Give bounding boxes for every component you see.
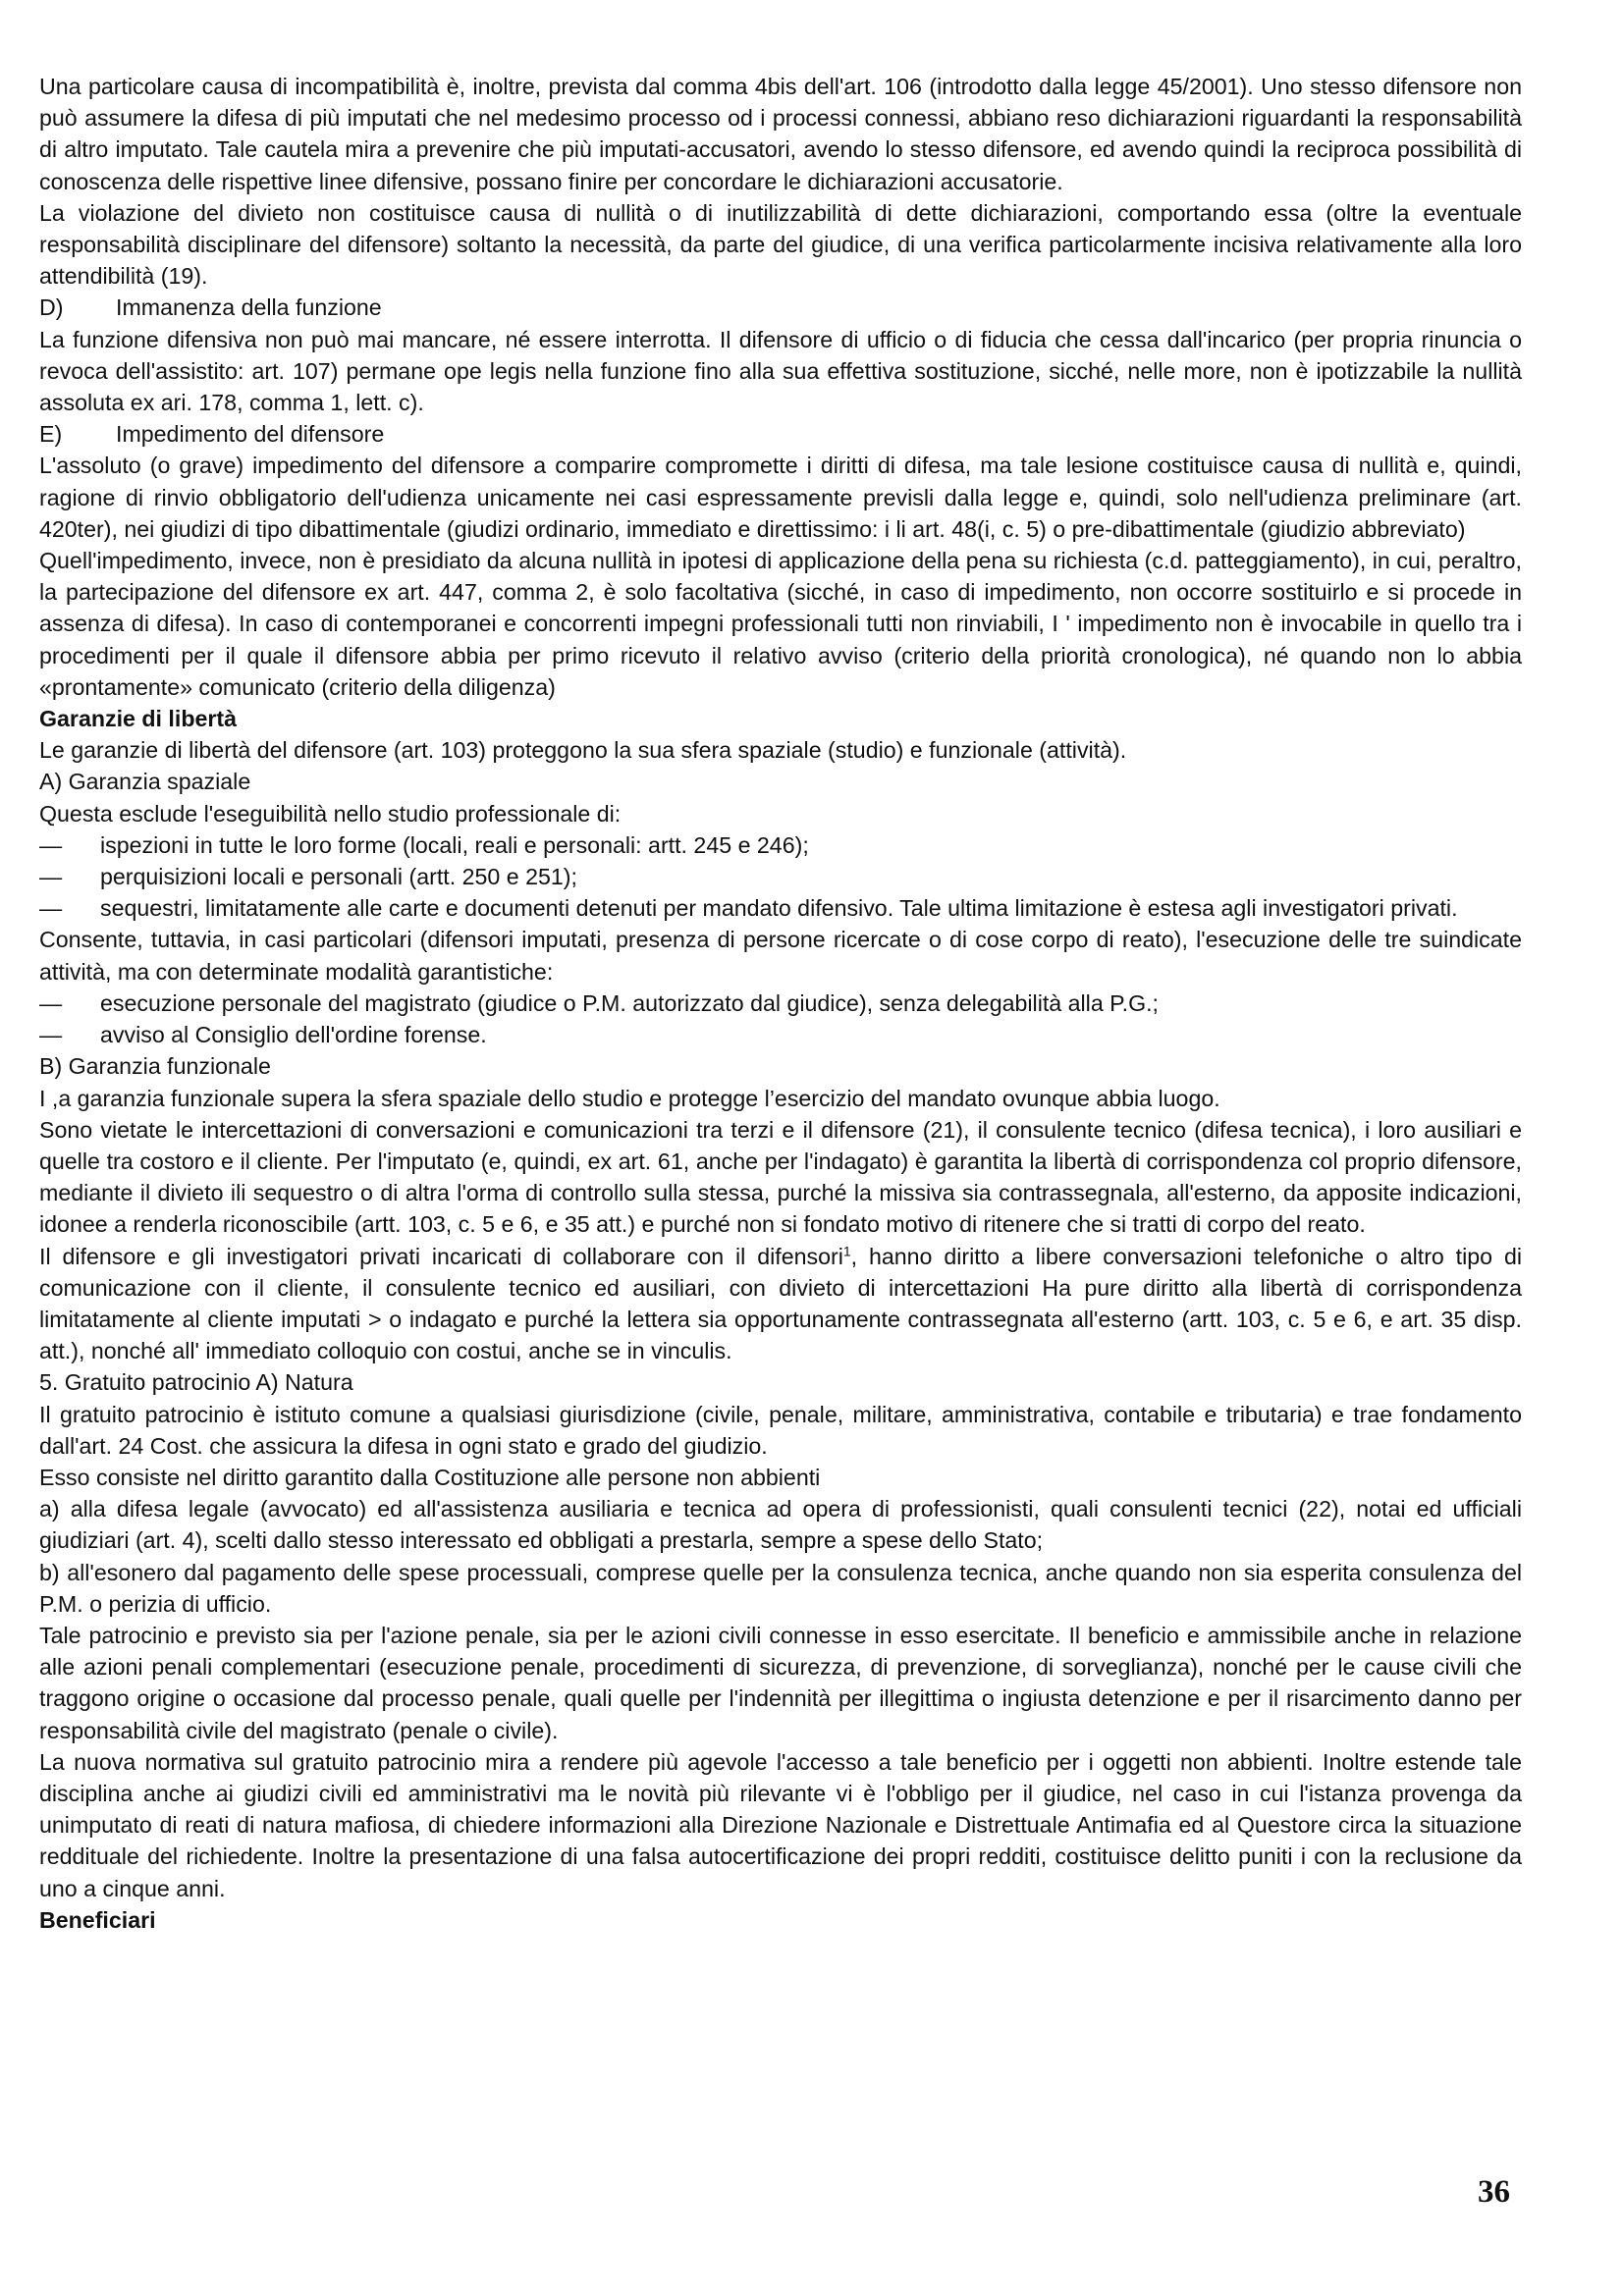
paragraph: Il gratuito patrocinio è istituto comune a qualsiasi giurisdizione (civile, penale, militare, amministrativa, contabile e tributaria) e trae fondamento dall'art. 24 Cost. che assicura la difesa in ogni stato e grado del giudizio. — [39, 1401, 1522, 1459]
paragraph: La violazione del divieto non costituisce causa di nullità o di inutilizzabilità di dette dichiarazioni, comportando essa (oltre la eventuale responsabilità disciplinare del difensore) soltanto la necessità, da parte del giudice, di una verifica particolarmente incisiva relativamente alla loro attendibilità (19). — [39, 199, 1522, 290]
section-number: E) — [39, 421, 63, 448]
paragraph: La nuova normativa sul gratuito patrocinio mira a rendere più agevole l'accesso a tale beneficio per i oggetti non abbienti. Inoltre estende tale disciplina anche ai giudizi civili ed amministrativi ma le novità più rilevante vi è l'obbligo per il giudice, nel caso in cui l'istanza provenga da unimputato di reati di natura mafiosa, di chiedere informazioni alla Direzione Nazionale e Distrettuale Antimafia ed al Questore circa la situazione reddituale del richiedente. Inoltre la presentazione di una falsa autocertificazione dei propri redditi, costituisce delitto puniti i con la reclusione da uno a cinque anni. — [39, 1748, 1522, 1901]
section-title: Impedimento del difensore — [116, 421, 385, 448]
paragraph: Le garanzie di libertà del difensore (art. 103) proteggono la sua sfera spaziale (studio) e funzionale (attività). — [39, 737, 1127, 764]
paragraph: Una particolare causa di incompatibilità è, inoltre, prevista dal comma 4bis dell'art. 106 (introdotto dalla legge 45/2001). Uno stesso difensore non può assumere la difesa di più imputati che nel medesimo processo od i processi connessi, abbiano reso dichiarazioni riguardanti la responsabilità di altro imputato. Tale cautela mira a prevenire che più imputati-accusatori, avendo lo stesso difensore, ed avendo quindi la reciproca possibilità di conoscenza delle rispettive linee difensive, possano finire per concordare le dichiarazioni accusatorie. — [39, 74, 1522, 194]
paragraph: 5. Gratuito patrocinio A) Natura — [39, 1369, 353, 1396]
footnote-marker: 1 — [842, 1242, 851, 1258]
dash-item-text: avviso al Consiglio dell'ordine forense. — [100, 1022, 487, 1048]
paragraph: Tale patrocinio e previsto sia per l'azione penale, sia per le azioni civili connesse in esso esercitate. Il beneficio e ammissibile anche in relazione alle azioni penali complementari (esecuzione penale, procedimenti di sicurezza, di prevenzione, di sorveglianza), nonché per le cause civili che traggono origine o occasione dal processo penale, quali quelle per l'indennità per illegittima o ingiusta detenzione e per il risarcimento danno per responsabilità civile del magistrato (penale o civile). — [39, 1622, 1522, 1743]
paragraph: A) Garanzia spaziale — [39, 769, 251, 795]
paragraph: I ,a garanzia funzionale supera la sfera spaziale dello studio e protegge l’esercizio del mandato ovunque abbia luogo. — [39, 1085, 1220, 1111]
dash-item: — avviso al Consiglio dell'ordine forense. — [39, 1022, 487, 1048]
paragraph: Consente, tuttavia, in casi particolari (difensori imputati, presenza di persone ricercate o di cose corpo di reato), l'esecuzione delle tre suindicate attività, ma con determinate modalità garantistiche: — [39, 927, 1522, 985]
paragraph-text: Il difensore e gli investigatori privati incaricati di collaborare con il difensori — [39, 1243, 843, 1269]
section-number: D) — [39, 294, 64, 321]
dash-item: — perquisizioni locali e personali (artt. 250 e 251); — [39, 864, 577, 890]
dash-item: — sequestri, limitatamente alle carte e documenti detenuti per mandato difensivo. Tale ultima limitazione è estesa agli investigatori privati. — [39, 895, 1458, 922]
paragraph: B) Garanzia funzionale — [39, 1053, 271, 1080]
paragraph: La funzione difensiva non può mai mancare, né essere interrotta. Il difensore di ufficio o di fiducia che cessa dall'incarico (per propria rinuncia o revoca dell'assistito: art. 107) permane ope legis nella funzione fino alla sua effettiva sostituzione, sicché, nelle more, non è ipotizzabile la nullità assoluta ex ari. 178, comma 1, lett. c). — [39, 326, 1522, 416]
section-item — [39, 292, 1522, 323]
paragraph: L'assoluto (o grave) impedimento del difensore a comparire compromette i diritti di difesa, ma tale lesione costituisce causa di nullità e, quindi, ragione di rinvio obbligatorio dell'udienza unicamente nei casi espressamente previsli dalla legge e, quindi, solo nell'udienza preliminare (art. 420ter), nei giudizi di tipo dibattimentale (giudizi ordinario, immediato e direttissimo: i li art. 48(i, c. 5) o pre-dibattimentale (giudizio abbreviato) — [39, 453, 1522, 542]
dash-item-text: perquisizioni locali e personali (artt. 250 e 251); — [100, 864, 577, 890]
paragraph: Esso consiste nel diritto garantito dalla Costituzione alle persone non abbienti — [39, 1464, 821, 1490]
paragraph: Sono vietate le intercettazioni di conversazioni e comunicazioni tra terzi e il difensore (21), il consulente tecnico (difesa tecnica), i loro ausiliari e quelle tra costoro e il cliente. Per l'imputato (e, quindi, ex art. 61, anche per l'indagato) è garantita la libertà di corrispondenza col proprio difensore, mediante il divieto ili sequestro o di altra l'orma di controllo sulla stessa, purché la missiva sia contrassegnala, all'esterno, da apposite indicazioni, idonee a renderla riconoscibile (artt. 103, c. 5 e 6, e 35 att.) e purché non si fondato motivo di ritenere che si tratti di corpo del reato. — [39, 1116, 1522, 1238]
paragraph — [39, 1241, 1522, 1367]
dash-item-text: ispezioni in tutte le loro forme (locali, reali e personali: artt. 245 e 246); — [100, 831, 809, 858]
section-heading: Beneficiari — [39, 1906, 156, 1933]
paragraph: Questa esclude l'eseguibilità nello studio professionale di: — [39, 800, 622, 827]
dash-item: — ispezioni in tutte le loro forme (locali, reali e personali: artt. 245 e 246); — [39, 831, 809, 858]
dash-item: — esecuzione personale del magistrato (giudice o P.M. autorizzato dal giudice), senza delegabilità alla P.G.; — [39, 989, 1160, 1016]
section-heading: Garanzie di libertà — [39, 706, 238, 732]
paragraph: a) alla difesa legale (avvocato) ed all'assistenza ausiliaria e tecnica ad opera di professionisti, quali consulenti tecnici (22), notai ed ufficiali giudiziari (art. 4), scelti dallo stesso interessato ed obbligati a prestarla, sempre a spese dello Stato; — [39, 1496, 1522, 1554]
section-item — [39, 418, 1522, 450]
document-body — [39, 71, 1522, 1936]
dash-item-text: sequestri, limitatamente alle carte e documenti detenuti per mandato difensivo. Tale ultima limitazione è estesa agli investigatori privati. — [100, 895, 1458, 922]
page-number: 36 — [1478, 2174, 1510, 2210]
section-title: Immanenza della funzione — [116, 294, 382, 321]
paragraph-text: , hanno diritto a libere conversazioni telefoniche o altro tipo di comunicazione con il cliente, il consulente tecnico ed ausiliari, con divieto di intercettazioni Ha pure diritto alla libertà di corrispondenza limitatamente al cliente imputati > o indagato e purché la lettera sia opportunamente contrassegnata all'esterno (artt. 103, c. 5 e 6, e art. 35 disp. att.), nonché all' immediato colloquio con costui, anche se in vinculis. — [39, 1243, 1522, 1364]
paragraph: b) all'esonero dal pagamento delle spese processuali, comprese quelle per la consulenza tecnica, anche quando non sia esperita consulenza del P.M. o perizia di ufficio. — [39, 1559, 1522, 1617]
dash-item-text: esecuzione personale del magistrato (giudice o P.M. autorizzato dal giudice), senza delegabilità alla P.G.; — [100, 989, 1160, 1016]
paragraph: Quell'impedimento, invece, non è presidiato da alcuna nullità in ipotesi di applicazione della pena su richiesta (c.d. patteggiamento), in cui, peraltro, la partecipazione del difensore ex art. 447, comma 2, è solo facoltativa (sicché, in caso di impedimento, non occorre sostituirlo e si procede in assenza di difesa). In caso di contemporanei e concorrenti impegni professionali tutti non rinviabili, I ' impedimento non è invocabile in quello tra i procedimenti per il quale il difensore abbia per primo ricevuto il relativo avviso (criterio della priorità cronologica), né quando non lo abbia «prontamente» comunicato (criterio della diligenza) — [39, 548, 1522, 700]
